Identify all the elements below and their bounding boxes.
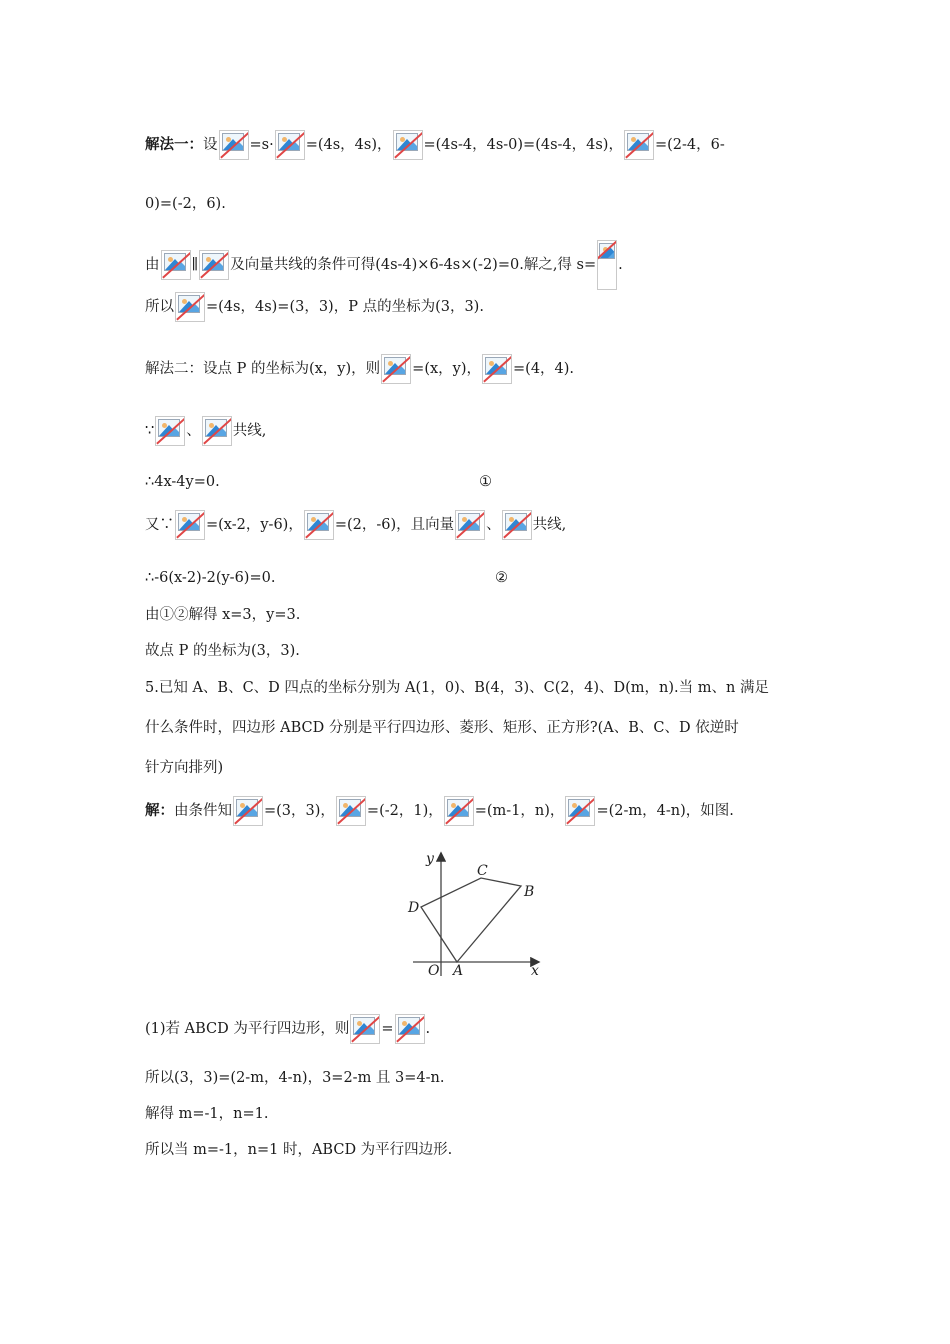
broken-image-icon bbox=[597, 240, 617, 290]
broken-image-icon bbox=[336, 796, 366, 826]
broken-image-icon bbox=[202, 416, 232, 446]
line-15: 解：由条件知 =(3，3)， =(-2，1)， =(m-1，n)， =(2-m，4-n)，如图. bbox=[145, 796, 734, 826]
line-16: (1)若 ABCD 为平行四边形，则 = . bbox=[145, 1014, 430, 1044]
broken-image-icon bbox=[155, 416, 185, 446]
broken-image-icon bbox=[219, 130, 249, 160]
line-11: 故点 P 的坐标为(3，3). bbox=[145, 643, 300, 659]
line-4: 所以 =(4s，4s)=(3，3)，P 点的坐标为(3，3). bbox=[145, 292, 484, 322]
broken-image-icon bbox=[444, 796, 474, 826]
equation-marker-1: ① bbox=[479, 474, 492, 490]
broken-image-icon bbox=[350, 1014, 380, 1044]
line-8: 又∵ =(x-2，y-6)， =(2，-6)，且向量 、 共线, bbox=[145, 510, 566, 540]
broken-image-icon bbox=[233, 796, 263, 826]
line-19: 所以当 m=-1，n=1 时，ABCD 为平行四边形. bbox=[145, 1142, 453, 1158]
point-d-label: D bbox=[408, 900, 420, 916]
broken-image-icon bbox=[565, 796, 595, 826]
quadrilateral-figure bbox=[405, 848, 550, 980]
line-12: 5.已知 A、B、C、D 四点的坐标分别为 A(1，0)、B(4，3)、C(2，4)、D(m，n).当 m、n 满足 bbox=[145, 680, 769, 696]
y-axis-label: y bbox=[426, 851, 434, 867]
broken-image-icon bbox=[393, 130, 423, 160]
line-17: 所以(3，3)=(2-m，4-n)，3=2-m 且 3=4-n. bbox=[145, 1070, 445, 1086]
equation-marker-2: ② bbox=[495, 570, 508, 586]
line-14: 针方向排列) bbox=[145, 760, 224, 776]
quadrilateral-abcd bbox=[421, 878, 521, 962]
line-2: 0)=(-2，6). bbox=[145, 196, 226, 212]
broken-image-icon bbox=[502, 510, 532, 540]
point-c-label: C bbox=[477, 863, 488, 879]
origin-label: O bbox=[428, 963, 440, 979]
line-5: 解法二：设点 P 的坐标为(x，y)，则 =(x，y)， =(4，4). bbox=[145, 354, 574, 384]
solution-label: 解： bbox=[145, 802, 174, 819]
line-18: 解得 m=-1，n=1. bbox=[145, 1106, 269, 1122]
broken-image-icon bbox=[175, 510, 205, 540]
method-one-label: 解法一： bbox=[145, 136, 203, 153]
line-10: 由①②解得 x=3，y=3. bbox=[145, 607, 301, 623]
broken-image-icon bbox=[482, 354, 512, 384]
line-1: 解法一：设 =s· =(4s，4s)， =(4s-4，4s-0)=(4s-4，4s)， =(2-4，6- bbox=[145, 130, 725, 160]
point-a-label: A bbox=[453, 963, 464, 979]
broken-image-icon bbox=[199, 250, 229, 280]
broken-image-icon bbox=[395, 1014, 425, 1044]
broken-image-icon bbox=[381, 354, 411, 384]
line-7: ∴4x-4y=0. bbox=[145, 474, 220, 490]
broken-image-icon bbox=[161, 250, 191, 280]
broken-image-icon bbox=[455, 510, 485, 540]
line-13: 什么条件时，四边形 ABCD 分别是平行四边形、菱形、矩形、正方形?(A、B、C、D 依逆时 bbox=[145, 720, 739, 736]
broken-image-icon bbox=[304, 510, 334, 540]
broken-image-icon bbox=[275, 130, 305, 160]
broken-image-icon bbox=[175, 292, 205, 322]
line-9: ∴-6(x-2)-2(y-6)=0. bbox=[145, 570, 276, 586]
line-3: 由 ∥ 及向量共线的条件可得(4s-4)×6-4s×(-2)=0.解之,得 s= . bbox=[145, 240, 623, 290]
point-b-label: B bbox=[524, 884, 535, 900]
x-axis-label: x bbox=[531, 963, 539, 979]
line-6: ∵ 、 共线, bbox=[145, 416, 266, 446]
broken-image-icon bbox=[624, 130, 654, 160]
